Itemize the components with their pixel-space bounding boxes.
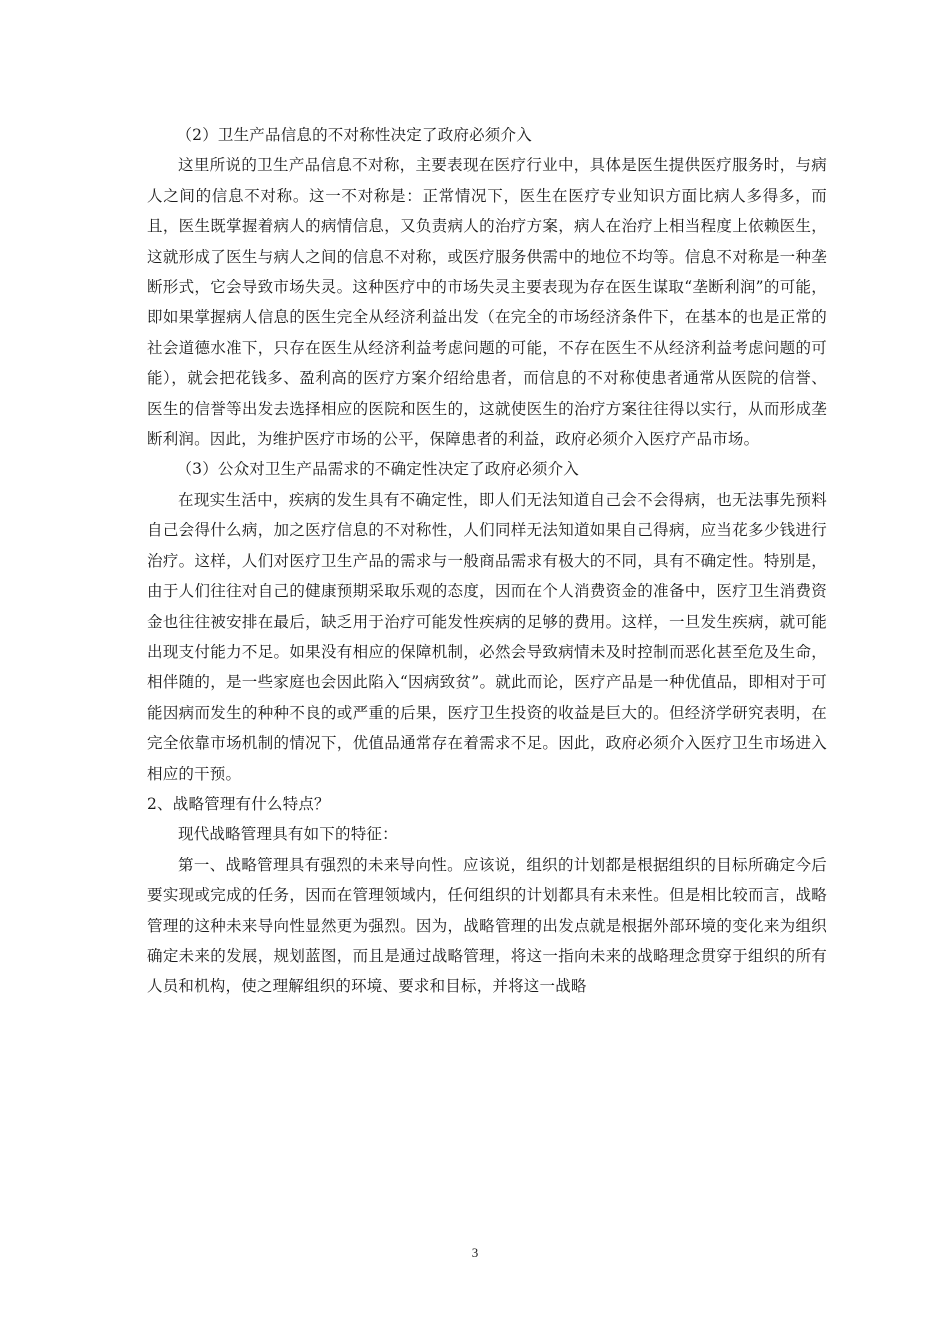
paragraph-features-intro: 现代战略管理具有如下的特征：	[178, 825, 398, 844]
question-heading-strategic-management: 2、战略管理有什么特点？	[147, 794, 330, 813]
paragraph-information-asymmetry: 这里所说的卫生产品信息不对称，主要表现在医疗行业中，具体是医生提供医疗服务时，与病人之间的信息不对称。这一不对称是：正常情况下，医生在医疗专业知识方面比病人多得多，而且，医生既掌握着病人的病情信息，又负责病人的治疗方案，病人在治疗上相当程度上依赖医生，这就形成了医生与病人之间的信息不对称，或医疗服务供需中的地位不均等。信息不对称是一种垄断形式，它会导致市场失灵。这种医疗中的市场失灵主要表现为存在医生谋取“垄断利润”的可能，即如果掌握病人信息的医生完全从经济利益出发（在完全的市场经济条件下，在基本的也是正常的社会道德水准下，只存在医生从经济利益考虑问题的可能，不存在医生不从经济利益考虑问题的可能），就会把花钱多、盈利高的医疗方案介绍给患者，而信息的不对称使患者通常从医院的信誉、医生的信誉等出发去选择相应的医院和医生的，这就使医生的治疗方案往往得以实行，从而形成垄断利润。因此，为维护医疗市场的公平，保障患者的利益，政府必须介入医疗产品市场。	[147, 156, 827, 449]
section-heading-demand-uncertainty: （3）公众对卫生产品需求的不确定性决定了政府必须介入	[176, 460, 580, 479]
page-number: 3	[471, 1245, 479, 1260]
paragraph-demand-uncertainty: 在现实生活中，疾病的发生具有不确定性，即人们无法知道自己会不会得病，也无法事先预料自己会得什么病，加之医疗信息的不对称性，人们同样无法知道如果自己得病，应当花多少钱进行治疗。这样，人们对医疗卫生产品的需求与一般商品需求有极大的不同，具有不确定性。特别是，由于人们往往对自己的健康预期采取乐观的态度，因而在个人消费资金的准备中，医疗卫生消费资金也往往被安排在最后，缺乏用于治疗可能发性疾病的足够的费用。这样，一旦发生疾病，就可能出现支付能力不足。如果没有相应的保障机制，必然会导致病情未及时控制而恶化甚至危及生命，相伴随的，是一些家庭也会因此陷入“因病致贫”。就此而论，医疗产品是一种优值品，即相对于可能因病而发生的种种不良的或严重的后果，医疗卫生投资的收益是巨大的。但经济学研究表明，在完全依靠市场机制的情况下，优值品通常存在着需求不足。因此，政府必须介入医疗卫生市场进入相应的干预。	[147, 490, 827, 783]
document-body	[147, 120, 827, 1002]
paragraph-feature-one: 第一、战略管理具有强烈的未来导向性。应该说，组织的计划都是根据组织的目标所确定今后要实现或完成的任务，因而在管理领域内，任何组织的计划都具有未来性。但是相比较而言，战略管理的这种未来导向性显然更为强烈。因为，战略管理的出发点就是根据外部环境的变化来为组织确定未来的发展，规划蓝图，而且是通过战略管理，将这一指向未来的战略理念贯穿于组织的所有人员和机构，使之理解组织的环境、要求和目标，并将这一战略	[147, 855, 827, 996]
section-heading-information-asymmetry: （2）卫生产品信息的不对称性决定了政府必须介入	[176, 126, 532, 144]
